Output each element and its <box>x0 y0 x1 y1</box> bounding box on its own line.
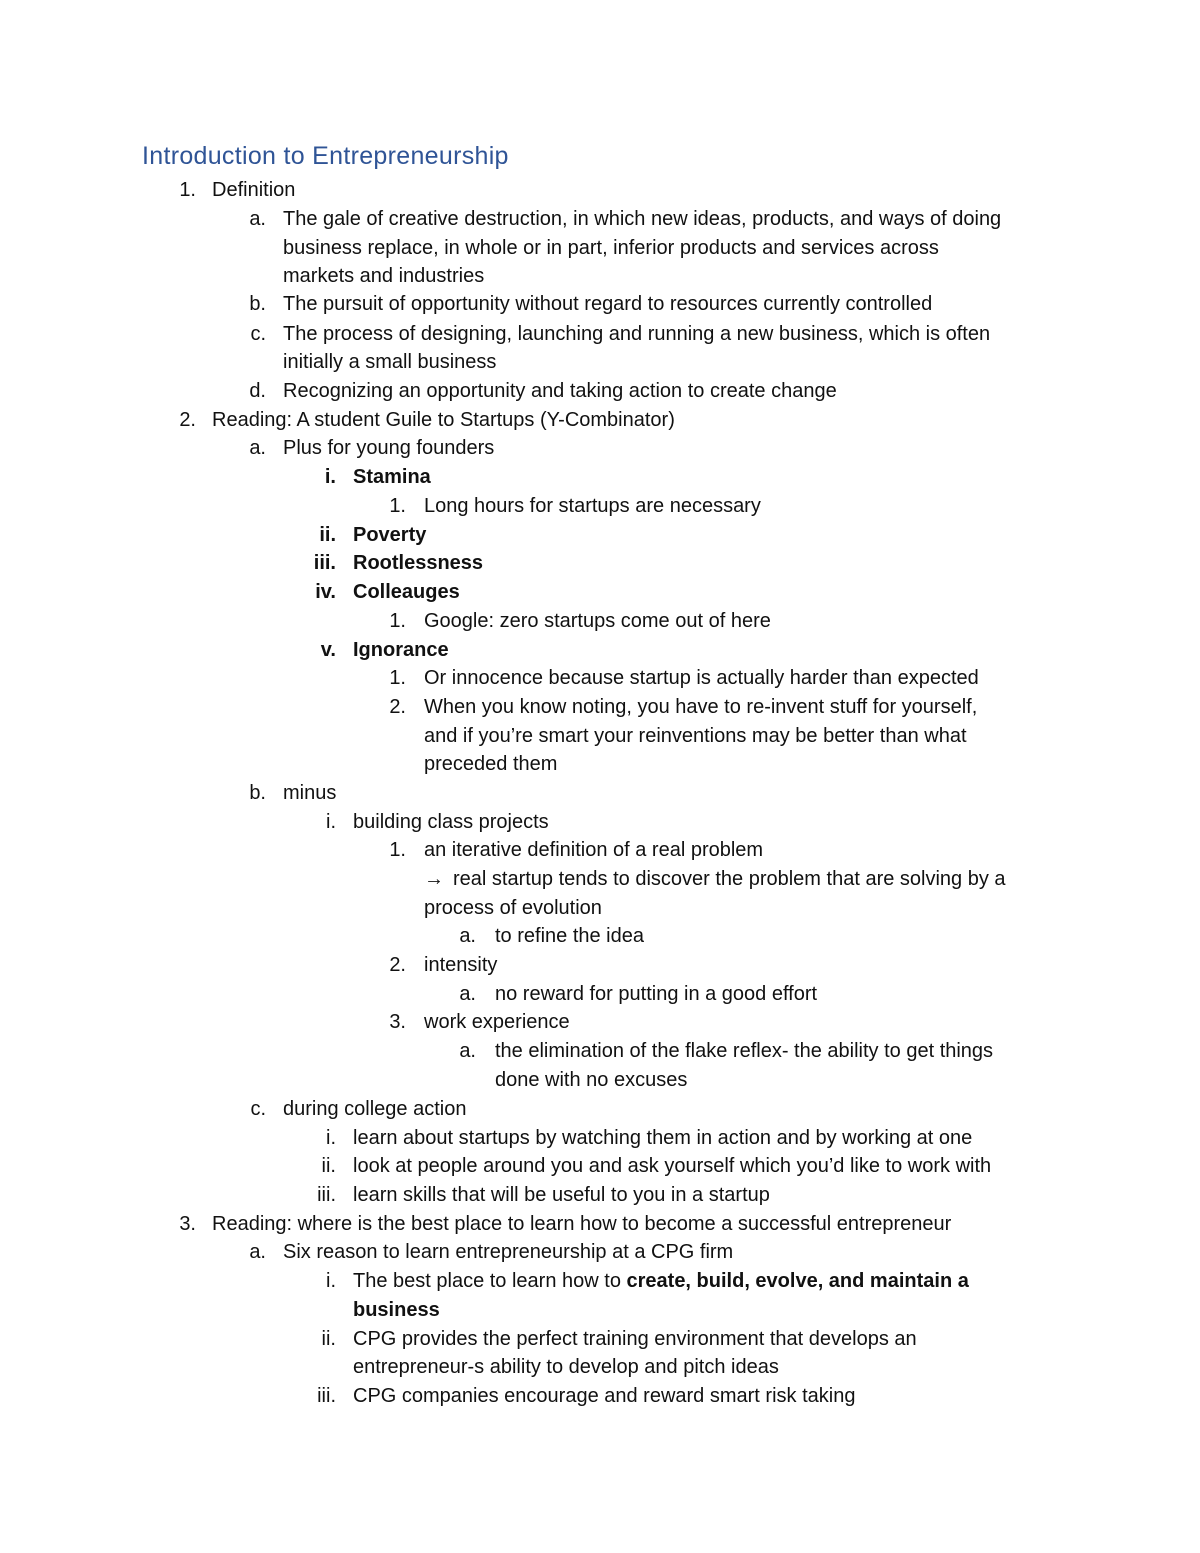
list-marker: ii. <box>319 524 336 546</box>
list-item-text: initially a small business <box>283 351 497 373</box>
list-item-text: during college action <box>283 1098 467 1120</box>
section-heading: Reading: A student Guile to Startups (Y-Combinator) <box>212 409 675 431</box>
list-marker: iii. <box>313 552 336 574</box>
list-item-text: Or innocence because startup is actually harder than expected <box>424 667 979 689</box>
list-marker: iii. <box>317 1184 336 1206</box>
list-item-text: learn about startups by watching them in action and by working at one <box>353 1127 973 1149</box>
list-item-text: Recognizing an opportunity and taking action to create change <box>283 380 837 402</box>
list-item-text: Stamina <box>353 466 431 488</box>
list-marker: a. <box>249 1241 266 1263</box>
list-marker: 2. <box>179 409 196 431</box>
list-marker: ii. <box>321 1328 336 1350</box>
list-item-text-bold: create, build, evolve, and maintain a <box>626 1270 969 1292</box>
list-item-text: learn skills that will be useful to you in a startup <box>353 1184 770 1206</box>
list-marker: i. <box>326 1127 336 1149</box>
list-marker: c. <box>250 323 266 345</box>
list-item-text <box>353 1267 969 1295</box>
list-item-text: Plus for young founders <box>283 437 495 459</box>
list-item-text: Rootlessness <box>353 552 484 574</box>
list-item-text-prefix: The best place to learn how to <box>353 1270 627 1292</box>
list-item-text: The gale of creative destruction, in which new ideas, products, and ways of doing <box>283 208 1002 230</box>
list-item-text: Six reason to learn entrepreneurship at a CPG firm <box>283 1241 734 1263</box>
section-heading: Definition <box>212 179 296 201</box>
list-item-text: Long hours for startups are necessary <box>424 495 761 517</box>
list-item-text: building class projects <box>353 811 549 833</box>
list-marker: i. <box>326 811 336 833</box>
list-item-text: minus <box>283 782 337 804</box>
page-title: Introduction to Entrepreneurship <box>142 142 509 170</box>
list-marker: v. <box>320 639 336 661</box>
list-item-text: markets and industries <box>283 265 485 287</box>
list-marker: i. <box>326 1270 336 1292</box>
list-item-text: Poverty <box>353 524 427 546</box>
list-marker: a. <box>249 208 266 230</box>
list-item-text: real startup tends to discover the problem that are solving by a <box>453 868 1006 890</box>
list-item-text: process of evolution <box>424 897 602 919</box>
list-item-text: Ignorance <box>353 639 449 661</box>
list-item-text: the elimination of the flake reflex- the ability to get things <box>495 1040 994 1062</box>
list-item-text: an iterative definition of a real problem <box>424 839 764 861</box>
list-item-text: to refine the idea <box>495 925 644 947</box>
list-item-text: Google: zero startups come out of here <box>424 610 771 632</box>
list-marker: 1. <box>389 839 406 861</box>
list-marker: 1. <box>389 667 406 689</box>
list-marker: b. <box>249 293 266 315</box>
list-item-text: intensity <box>424 954 498 976</box>
list-item-text-bold: business <box>353 1299 440 1321</box>
list-marker: a. <box>249 437 266 459</box>
list-marker: iv. <box>315 581 336 603</box>
list-item-text: and if you’re smart your reinventions may be better than what <box>424 725 967 747</box>
list-marker: 1. <box>179 179 196 201</box>
list-marker: 2. <box>389 696 406 718</box>
arrow-right-icon: → <box>424 868 444 890</box>
list-item-text: done with no excuses <box>495 1069 688 1091</box>
list-marker: c. <box>250 1098 266 1120</box>
list-marker: d. <box>249 380 266 402</box>
list-item-text: preceded them <box>424 753 558 775</box>
list-item-text: The pursuit of opportunity without regard to resources currently controlled <box>283 293 933 315</box>
list-marker: 2. <box>389 954 406 976</box>
list-marker: ii. <box>321 1155 336 1177</box>
list-marker: 1. <box>389 610 406 632</box>
list-item-text: Colleauges <box>353 581 460 603</box>
list-marker: a. <box>459 983 476 1005</box>
list-item-text: When you know noting, you have to re-invent stuff for yourself, <box>424 696 978 718</box>
list-marker: a. <box>459 925 476 947</box>
list-marker: b. <box>249 782 266 804</box>
list-marker: iii. <box>317 1385 336 1407</box>
list-item-text: CPG companies encourage and reward smart risk taking <box>353 1385 856 1407</box>
list-item-text: look at people around you and ask yourself which you’d like to work with <box>353 1155 992 1177</box>
list-marker: 1. <box>389 495 406 517</box>
section-heading: Reading: where is the best place to learn how to become a successful entrepreneur <box>212 1213 952 1235</box>
list-item-text: entrepreneur-s ability to develop and pitch ideas <box>353 1356 779 1378</box>
list-marker: a. <box>459 1040 476 1062</box>
list-marker: i. <box>324 466 336 488</box>
list-item-text: no reward for putting in a good effort <box>495 983 818 1005</box>
list-item-text: work experience <box>424 1011 570 1033</box>
list-marker: 3. <box>179 1213 196 1235</box>
list-item-text: CPG provides the perfect training environment that develops an <box>353 1328 917 1350</box>
list-item-text: The process of designing, launching and running a new business, which is often <box>283 323 991 345</box>
list-marker: 3. <box>389 1011 406 1033</box>
list-item-text: business replace, in whole or in part, inferior products and services across <box>283 237 939 259</box>
